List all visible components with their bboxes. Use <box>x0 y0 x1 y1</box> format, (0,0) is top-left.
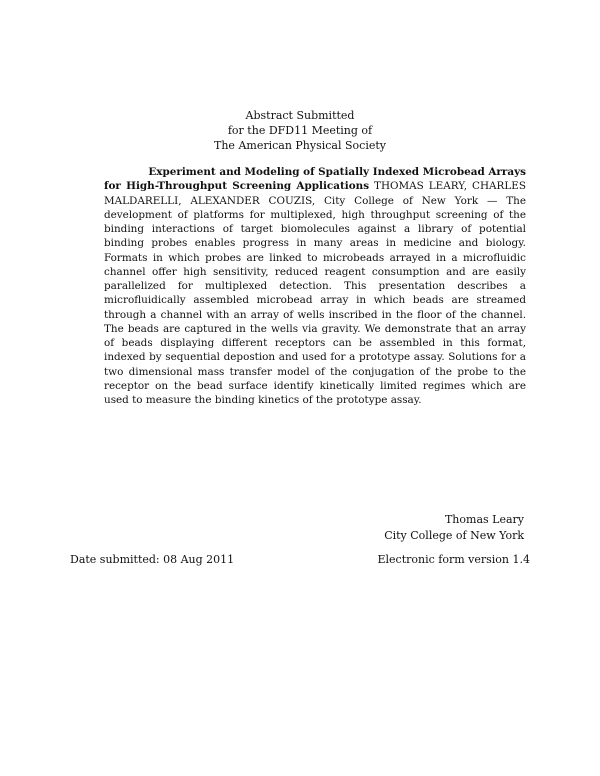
header-line-2: for the DFD11 Meeting of <box>227 124 373 137</box>
date-submitted: Date submitted: 08 Aug 2011 <box>70 553 235 566</box>
signature-name: Thomas Leary <box>444 513 524 526</box>
signature-affiliation: City College of New York <box>384 529 524 542</box>
abstract-title-line-1: Experiment and Modeling of Spatially Indexed Microbead Arrays <box>148 166 526 178</box>
header-line-3: The American Physical Society <box>214 139 386 152</box>
signature-block <box>384 512 524 544</box>
abstract-block <box>104 165 526 407</box>
abstract-authors: THOMAS LEARY, CHARLES MALDARELLI, ALEXANDER COUZIS, City College of New York <box>104 180 526 207</box>
abstract-title-line-2: for High-Throughput Screening Applications <box>104 180 370 193</box>
form-version: Electronic form version 1.4 <box>377 553 530 566</box>
submission-header <box>0 108 600 153</box>
header-line-1: Abstract Submitted <box>245 109 355 122</box>
abstract-body: — The development of platforms for multiplexed, high throughput screening of the binding interactions of target biomolecules against a library of potential binding probes enables progress in many areas in medicine and biology. Formats in which probes are linked to microbeads arrayed in a microfluidic channel offer high sensitivity, reduced reagent consumption and are easily parallelized for multiplexed detection. This presentation describes a microfluidically assembled microbead array in which beads are streamed through a channel with an array of wells inscribed in the floor of the channel. The beads are captured in the wells via gravity. We demonstrate that an array of beads displaying different receptors can be assembled in this format, indexed by sequential depostion and used for a prototype assay. Solutions for a two dimensional mass transfer model of the conjugation of the probe to the receptor on the bead surface identify kinetically limited regimes which are used to measure the binding kinetics of the prototype assay. <box>104 194 526 406</box>
